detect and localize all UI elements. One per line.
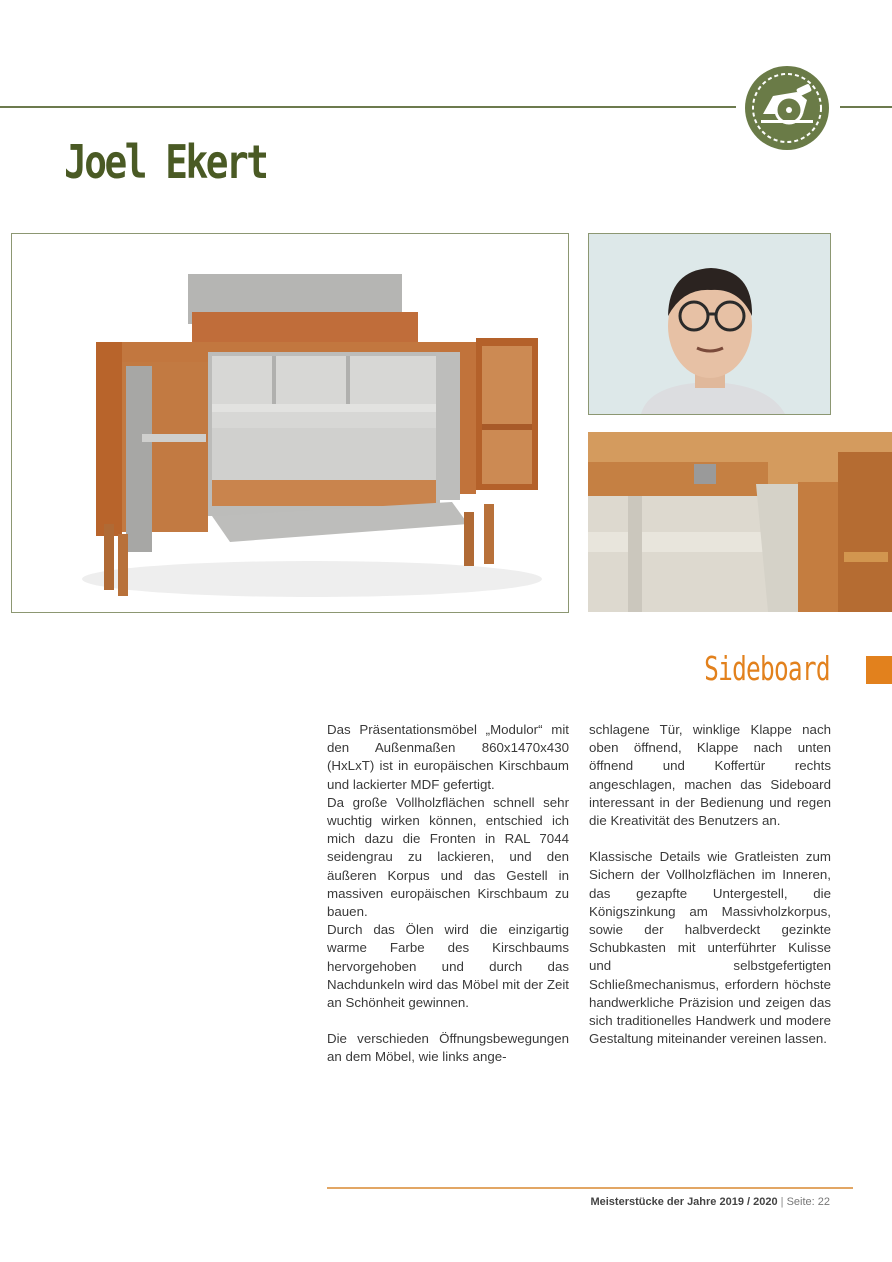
paragraph: Klassische Details wie Gratleisten zum Sichern der Vollholzflächen im Inneren, das gezapfte Untergestell, die Königszinkung am Massivholzkorpus, sowie der halbverdeckt gezinkte Schubkasten mit unterführter Kulisse und selbstgefertigten Schließmechanismus, erfordern höchste handwerkliche Präzision und zeigen das sich traditionelles Handwerk und modere Gestaltung miteinander vereinen lassen.: [589, 849, 831, 1047]
detail-photo: [588, 432, 892, 612]
author-name: Joel Ekert: [64, 135, 267, 189]
sideboard-photo: [11, 233, 569, 613]
header-rule-left: [0, 106, 736, 108]
footer-rule: [327, 1187, 853, 1189]
paragraph: Durch das Ölen wird die einzigartig warme Farbe des Kirschbaums hervorgehoben und durch das Nachdunkeln wird das Möbel mit der Zeit an Schönheit gewinnen.: [327, 922, 569, 1011]
page-number: Seite: 22: [786, 1196, 830, 1208]
paragraph: schlagene Tür, winklige Klappe nach oben öffnend, Klappe nach unten öffnend und Koffertür rechts angeschlagen, machen das Sideboard interessant in der Bedienung und regen die Kreativität des Benutzers an.: [589, 722, 831, 829]
footer-separator: |: [780, 1196, 784, 1208]
section-accent-square: [866, 656, 892, 684]
circular-saw-icon: [745, 66, 829, 150]
logo-badge: [745, 66, 829, 150]
page-footer: [590, 1196, 830, 1208]
text-column-left: [327, 721, 569, 1067]
paragraph: Das Präsentationsmöbel „Modulor“ mit den Außenmaßen 860x1470x430 (HxLxT) ist in europäischen Kirschbaum und lackierter MDF gefertigt.: [327, 722, 569, 792]
paragraph: Die verschieden Öffnungsbewegungen an dem Möbel, wie links ange-: [327, 1031, 569, 1065]
portrait-photo: [588, 233, 831, 415]
section-title: Sideboard: [704, 649, 830, 688]
text-column-right: [589, 721, 831, 1048]
header-rule-right: [840, 106, 892, 108]
paragraph: Da große Vollholzflächen schnell sehr wuchtig wirken können, entschied ich mich dazu die Fronten in RAL 7044 seidengrau zu lackieren, und den äußeren Korpus und das Gestell in massiven europäischen Kirschbaum zu bauen.: [327, 794, 569, 920]
publication-title: Meisterstücke der Jahre 2019 / 2020: [590, 1196, 778, 1208]
